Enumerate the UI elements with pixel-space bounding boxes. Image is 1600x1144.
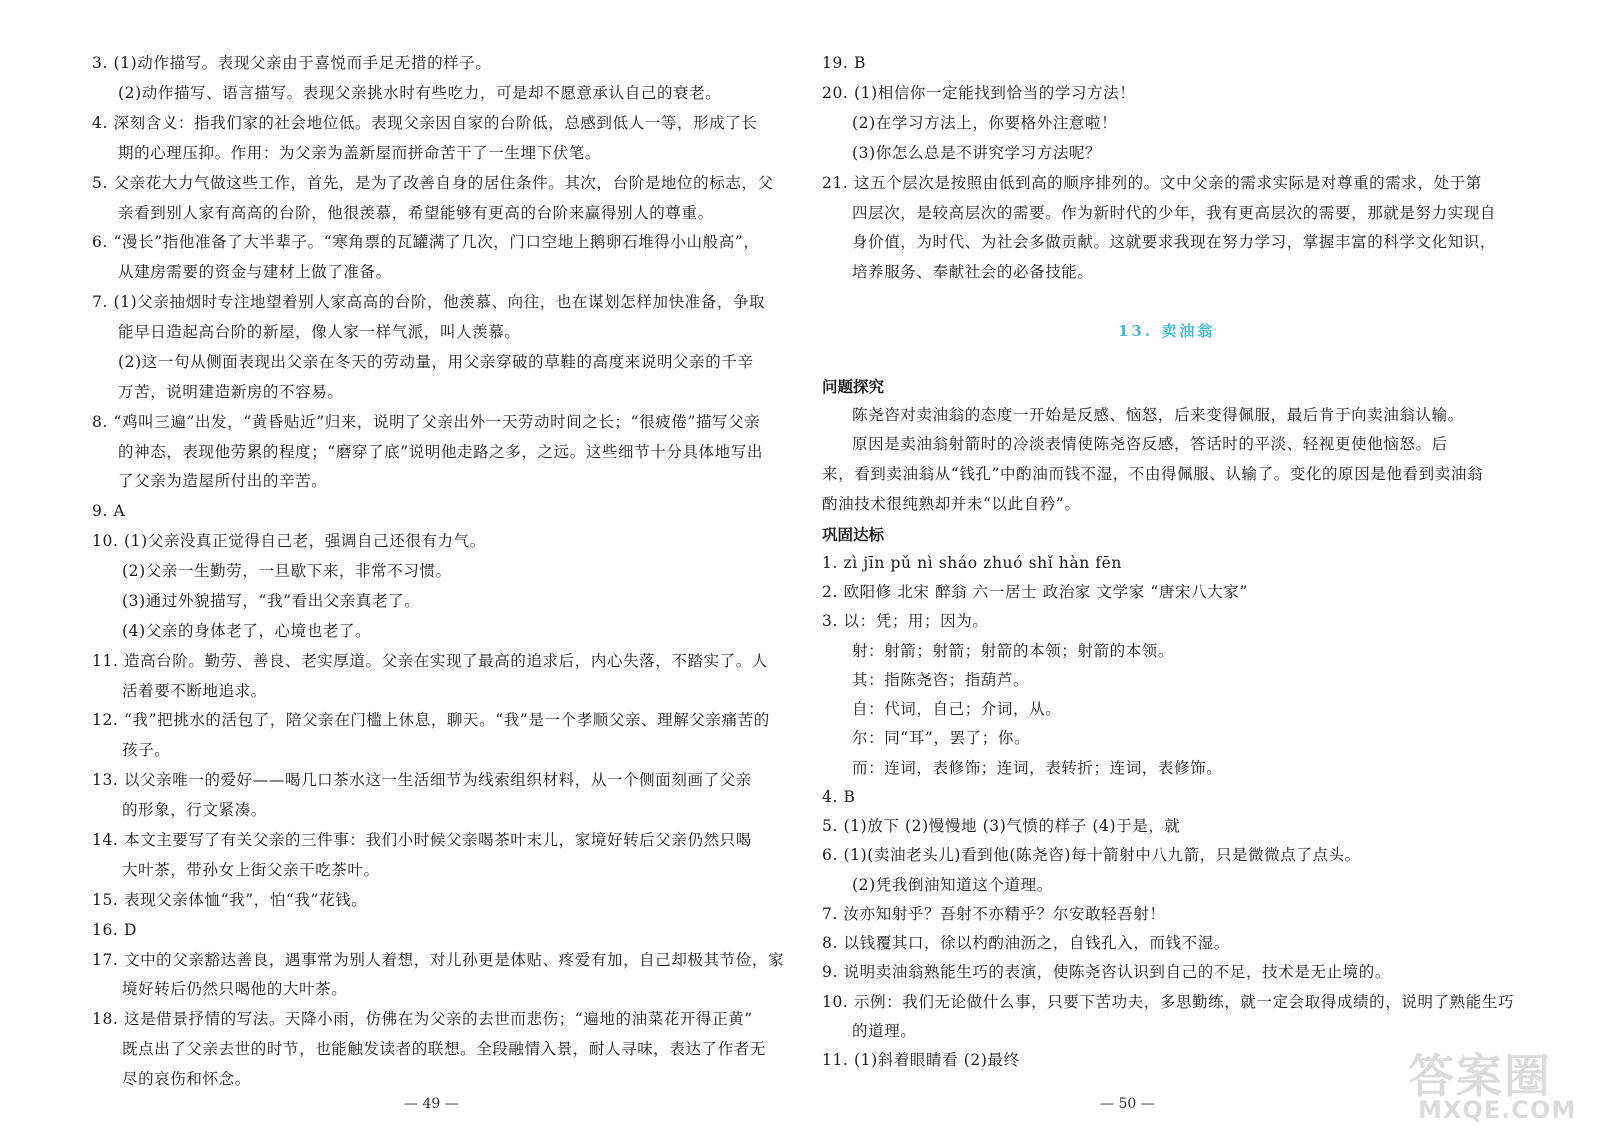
text-line: 了父亲为造屋所付出的辛苦。 — [118, 472, 328, 490]
text-line: 的神态，表现他劳累的程度；“磨穿了底”说明他走路之多，之远。这些细节十分具体地写出 — [118, 443, 763, 461]
site-watermark — [1408, 1040, 1578, 1136]
text-line: 的形象，行文紧凑。 — [122, 801, 267, 819]
text-line: (2)父亲一生勤劳，一旦歇下来，非常不习惯。 — [122, 562, 452, 580]
text-line: 万苦，说明建造新房的不容易。 — [118, 383, 344, 401]
text-line: 自：代词，自己；介词，从。 — [852, 700, 1062, 718]
text-line: 四层次，是较高层次的需要。作为新时代的少年，我有更高层次的需要，那就是努力实现自 — [852, 204, 1497, 222]
text-line: 9. A — [92, 502, 126, 520]
text-line: 酌油技术很纯熟却并未“以此自矜”。 — [822, 495, 1081, 513]
page-number: — 50 — — [1100, 1096, 1155, 1112]
text-line: 20. (1)相信你一定能找到恰当的学习方法！ — [822, 84, 1136, 102]
text-line: 境好转后仍然只喝他的大叶茶。 — [122, 980, 348, 998]
text-line: 期的心理压抑。作用：为父亲为盖新屋而拼命苦干了一生埋下伏笔。 — [118, 144, 602, 162]
watermark-url: MXQE.COM — [1418, 1096, 1577, 1124]
text-line: 4. 深刻含义：指我们家的社会地位低。表现父亲因自家的台阶低，总感到低人一等，形成了长 — [92, 114, 758, 132]
text-line: 孩子。 — [122, 741, 171, 759]
text-line: 8. 以钱覆其口，徐以杓酌油沥之，自钱孔入，而钱不湿。 — [822, 934, 1230, 952]
text-line: 亲看到别人家有高高的台阶，他很羡慕，希望能够有更高的台阶来赢得别人的尊重。 — [118, 204, 714, 222]
text-line: 10. 示例：我们无论做什么事，只要下苦功夫，多思勤练，就一定会取得成绩的，说明了熟能生巧 — [822, 993, 1515, 1011]
text-line: 尽的哀伤和怀念。 — [122, 1070, 251, 1088]
text-line: 12. “我”把挑水的活包了，陪父亲在门槛上休息，聊天。“我”是一个孝顺父亲、理解父亲痛苦的 — [92, 711, 770, 729]
text-line: (2)凭我倒油知道这个道理。 — [852, 876, 1053, 894]
text-line: 2. 欧阳修 北宋 醉翁 六一居士 政治家 文学家 “唐宋八大家” — [822, 583, 1248, 601]
text-line: 15. 表现父亲体恤“我”，怕“我”花钱。 — [92, 891, 368, 909]
text-line: 21. 这五个层次是按照由低到高的顺序排列的。文中父亲的需求实际是对尊重的需求，处于第 — [822, 174, 1482, 192]
text-line: (2)动作描写、语言描写。表现父亲挑水时有些吃力，可是却不愿意承认自己的衰老。 — [118, 84, 722, 102]
text-line: 13. 以父亲唯一的爱好——喝几口茶水这一生活细节为线索组织材料，从一个侧面刻画了父亲 — [92, 771, 752, 789]
text-line: 18. 这是借景抒情的写法。天降小雨，仿佛在为父亲的去世而悲伤；“遍地的油菜花开得正黄” — [92, 1010, 753, 1028]
text-line: 6. “漫长”指他准备了大半辈子。“寒角票的瓦罐满了几次，门口空地上鹅卵石堆得小山般高”， — [92, 233, 760, 251]
section-subhead: 巩固达标 — [822, 525, 885, 544]
text-line: 陈尧咨对卖油翁的态度一开始是反感、恼怒，后来变得佩服，最后肯于向卖油翁认输。 — [852, 406, 1464, 424]
text-line: 3. (1)动作描写。表现父亲由于喜悦而手足无措的样子。 — [92, 54, 492, 72]
section-subhead: 问题探究 — [822, 377, 885, 396]
text-line: (4)父亲的身体老了，心境也老了。 — [122, 622, 372, 640]
text-line: 7. (1)父亲抽烟时专注地望着别人家高高的台阶，他羡慕、向往，也在谋划怎样加快准备，争取 — [92, 293, 766, 311]
text-line: 5. (1)放下 (2)慢慢地 (3)气愤的样子 (4)于是，就 — [822, 817, 1181, 835]
text-line: 4. B — [822, 788, 856, 806]
text-line: 11. (1)斜着眼睛看 (2)最终 — [822, 1051, 1020, 1069]
watermark-logo-text: 答案圈 — [1408, 1049, 1552, 1103]
text-line: 3. 以：凭；用；因为。 — [822, 612, 989, 630]
text-line: 17. 文中的父亲豁达善良，遇事常为别人着想，对儿孙更是体贴、疼爱有加，自己却极其节俭，家 — [92, 951, 785, 969]
text-line: 19. B — [822, 54, 866, 72]
text-line: 14. 本文主要写了有关父亲的三件事：我们小时候父亲喝茶叶末儿，家境好转后父亲仍然只喝 — [92, 831, 752, 849]
text-line: 从建房需要的资金与建材上做了准备。 — [118, 263, 392, 281]
text-line: 而：连词，表修饰；连词，表转折；连词，表修饰。 — [852, 759, 1223, 777]
page-number: — 49 — — [404, 1096, 459, 1112]
text-line: 9. 说明卖油翁熟能生巧的表演，使陈尧咨认识到自己的不足，技术是无止境的。 — [822, 963, 1391, 981]
text-line: 培养服务、奉献社会的必备技能。 — [852, 263, 1094, 281]
text-line: 原因是卖油翁射箭时的冷淡表情使陈尧咨反感，答话时的平淡、轻视更使他恼怒。后 — [852, 435, 1448, 453]
text-line: 8. “鸡叫三遍”出发，“黄昏贴近”归来，说明了父亲出外一天劳动时间之长；“很疲倦”描写父亲 — [92, 413, 761, 431]
text-line: 身价值，为时代、为社会多做贡献。这就要求我现在努力学习，掌握丰富的科学文化知识， — [852, 233, 1497, 251]
right-page — [800, 0, 1600, 1144]
text-line: 大叶茶，带孙女上街父亲干吃茶叶。 — [122, 861, 380, 879]
text-line: 10. (1)父亲没真正觉得自己老，强调自己还很有力气。 — [92, 532, 486, 550]
text-line: (2)这一句从侧面表现出父亲在冬天的劳动量，用父亲穿破的草鞋的高度来说明父亲的千辛 — [118, 353, 754, 371]
text-line: (2)在学习方法上，你要格外注意啦！ — [852, 114, 1118, 132]
text-line: 的道理。 — [852, 1022, 917, 1040]
text-line: 射：射箭；射箭；射箭的本领；射箭的本领。 — [852, 642, 1175, 660]
text-line: 既点出了父亲去世的时节，也能触发读者的联想。全段融情入景，耐人寻味，表达了作者无 — [122, 1040, 767, 1058]
text-line: 其：指陈尧咨；指葫芦。 — [852, 671, 1030, 689]
text-line: (3)通过外貌描写，“我”看出父亲真老了。 — [122, 592, 421, 610]
text-line: 能早日造起高台阶的新屋，像人家一样气派，叫人羡慕。 — [118, 323, 521, 341]
text-line: 1. zì jīn pǔ nì sháo zhuó shǐ hàn fēn — [822, 554, 1123, 572]
section-title: 13. 卖油翁 — [1118, 322, 1216, 340]
text-line: 16. D — [92, 921, 138, 939]
text-line: 5. 父亲花大力气做这些工作，首先，是为了改善自身的居住条件。其次，台阶是地位的标志，父 — [92, 174, 774, 192]
text-line: 活着要不断地追求。 — [122, 682, 267, 700]
text-line: 7. 汝亦知射乎？吾射不亦精乎？尔安敢轻吾射！ — [822, 905, 1166, 923]
text-line: 11. 造高台阶。勤劳、善良、老实厚道。父亲在实现了最高的追求后，内心失落，不踏实了。人 — [92, 652, 768, 670]
text-line: 来，看到卖油翁从“钱孔”中酌油而钱不湿，不由得佩服、认输了。变化的原因是他看到卖油翁 — [822, 465, 1484, 483]
text-line: (3)你怎么总是不讲究学习方法呢？ — [852, 144, 1102, 162]
text-line: 尔：同“耳”，罢了；你。 — [852, 729, 1031, 747]
text-line: 6. (1)(卖油老头儿)看到他(陈尧咨)每十箭射中八九箭，只是微微点了点头。 — [822, 846, 1361, 864]
